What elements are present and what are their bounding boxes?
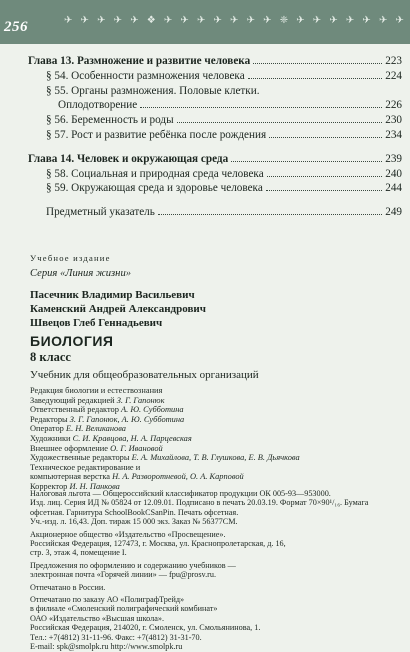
- toc-page-number: 240: [385, 167, 402, 180]
- deer-icon: ❈: [279, 15, 289, 26]
- bird-icon: ✈: [97, 15, 106, 26]
- animal-silhouette-strip: [64, 14, 404, 28]
- editorial-credits: [30, 386, 402, 492]
- credit-role: Внешнее оформление: [30, 443, 111, 453]
- toc-leader-dots: [158, 214, 382, 215]
- header-band: [0, 0, 410, 44]
- bird-icon: ✈: [213, 15, 222, 26]
- book-subtitle: Учебник для общеобразовательных организаций: [30, 369, 259, 381]
- credit-line: [30, 463, 402, 473]
- credit-line: [30, 424, 402, 434]
- toc-spacer: [28, 143, 402, 152]
- toc-page-number: 230: [385, 114, 402, 127]
- author-name: Каменский Андрей Александрович: [30, 303, 206, 315]
- toc-section-row: [28, 205, 402, 220]
- toc-title: § 56. Беременность и роды: [46, 114, 174, 127]
- book-title: БИОЛОГИЯ: [30, 333, 114, 349]
- grade: 8 класс: [30, 350, 71, 364]
- table-of-contents: [28, 54, 402, 220]
- imprint-line: стр. 3, этаж 4, помещение I.: [30, 548, 127, 558]
- credit-names: И. Н. Панкова: [69, 481, 120, 491]
- toc-title: Оплодотворение: [58, 99, 138, 112]
- credit-names: З. Г. Гапонюк: [116, 395, 165, 405]
- toc-page-number: 223: [385, 55, 402, 67]
- credit-names: А. Ю. Субботина: [121, 405, 184, 415]
- bird-icon: ✈: [163, 15, 173, 26]
- credit-role: Редакторы: [30, 414, 70, 424]
- imprint-line: Акционерное общество «Издательство «Просвещение».: [30, 529, 226, 539]
- toc-section-row: [28, 69, 402, 84]
- toc-title: Предметный указатель: [46, 206, 155, 219]
- bird-icon: ✈: [263, 15, 272, 26]
- toc-section-row: [28, 98, 402, 113]
- bird-icon: ✈: [246, 15, 255, 26]
- credit-role: Оператор: [30, 424, 66, 434]
- bird-icon: ✈: [113, 15, 123, 26]
- toc-title: § 55. Органы размножения. Половые клетки.: [46, 84, 260, 97]
- credit-line: [30, 405, 402, 415]
- credit-role: Корректор: [30, 481, 70, 491]
- credit-role: Техническое редактирование и: [30, 462, 141, 472]
- imprint-block: [30, 595, 402, 651]
- imprint-line: E-mail: spk@smolpk.ru http://www.smolpk.ru: [30, 642, 183, 652]
- credit-line: [30, 472, 402, 482]
- toc-section-row: [28, 167, 402, 182]
- credit-names: Е. А. Михайлова, Т. В. Глушкова, Е. В. Дьячкова: [131, 453, 300, 463]
- author-name: Пасечник Владимир Васильевич: [30, 289, 195, 301]
- series-name: Серия «Линия жизни»: [30, 268, 132, 279]
- toc-title: § 54. Особенности размножения человека: [46, 69, 245, 82]
- toc-chapter-row: [28, 152, 402, 167]
- toc-leader-dots: [267, 176, 383, 177]
- toc-title: § 59. Окружающая среда и здоровье человека: [46, 182, 263, 195]
- author-name: Швецов Глеб Геннадьевич: [30, 317, 163, 329]
- toc-section-row: [28, 128, 402, 143]
- imprint-block: [30, 489, 402, 527]
- toc-leader-dots: [248, 78, 383, 79]
- imprint-line: электронная почта «Горячей линии» — fpu@prosv.ru.: [30, 570, 217, 580]
- imprint-block: [30, 530, 402, 558]
- toc-page-number: 239: [385, 152, 402, 165]
- toc-leader-dots: [231, 161, 382, 162]
- bird-icon: ✈: [312, 15, 322, 26]
- imprint-block: [30, 583, 402, 592]
- authors: [30, 288, 206, 330]
- credit-role: Заведующий редакцией: [30, 395, 117, 405]
- toc-section-row: [28, 84, 402, 99]
- imprint-line: Тел.: +7(4812) 31-11-96. Факс: +7(4812) 31-31-70.: [30, 632, 202, 642]
- bird-icon: ✈: [378, 15, 388, 26]
- imprint-line: в филиале «Смоленский полиграфический комбинат»: [30, 604, 218, 614]
- fish-icon: ❖: [146, 15, 156, 26]
- toc-page-number: 226: [385, 99, 402, 112]
- imprint-line: Предложения по оформлению и содержанию учебников —: [30, 560, 236, 570]
- toc-page-number: 224: [385, 69, 402, 82]
- credit-names: С. И. Кравцова, Н. А. Парцевская: [72, 433, 192, 443]
- credit-line: [30, 415, 402, 425]
- toc-section-row: [28, 113, 402, 128]
- toc-title: § 58. Социальная и природная среда человека: [46, 167, 264, 180]
- imprint-details: [30, 489, 402, 652]
- toc-page-number: 234: [385, 128, 402, 141]
- imprint-line: Российская Федерация, 214020, г. Смоленск, ул. Смольянинова, 1.: [30, 623, 261, 633]
- toc-title: Глава 14. Человек и окружающая среда: [28, 152, 229, 165]
- imprint-line: Отпечатано в России.: [30, 582, 106, 592]
- bird-icon: ✈: [230, 15, 239, 26]
- imprint-line: Уч.-изд. л. 16,43. Доп. тираж 15 000 экз. Заказ № 56377СМ.: [30, 517, 238, 527]
- bird-icon: ✈: [130, 15, 139, 26]
- toc-page-number: 244: [385, 182, 402, 195]
- imprint-block: [30, 561, 402, 580]
- credit-role: Художники: [30, 433, 73, 443]
- bird-icon: ✈: [345, 15, 355, 26]
- bird-icon: ✈: [180, 15, 189, 26]
- credit-names: Н. А. Разворотневой, О. А. Карповой: [112, 472, 244, 482]
- toc-leader-dots: [269, 137, 382, 138]
- page-number: 256: [4, 19, 28, 35]
- credit-role: Ответственный редактор: [30, 405, 122, 415]
- credit-names: Е. Н. Великанова: [65, 424, 126, 434]
- toc-leader-dots: [140, 107, 382, 108]
- bird-icon: ✈: [362, 15, 371, 26]
- credit-names: З. Г. Гапонюк, А. Ю. Субботина: [69, 414, 185, 424]
- imprint-line: Российская Федерация, 127473, г. Москва, ул. Краснопролетарская, д. 16,: [30, 539, 286, 549]
- credit-line: [30, 396, 402, 406]
- toc-leader-dots: [266, 190, 382, 191]
- toc-leader-dots: [253, 63, 382, 64]
- credit-line: [30, 453, 402, 463]
- toc-title: Глава 13. Размножение и развитие человека: [28, 55, 251, 67]
- imprint-line: Отпечатано по заказу АО «ПолиграфТрейд»: [30, 595, 185, 605]
- bird-icon: ✈: [329, 15, 338, 26]
- bird-icon: ✈: [296, 15, 305, 26]
- toc-page-number: 249: [385, 206, 402, 219]
- credit-role: Редакция биологии и естествознания: [30, 386, 163, 395]
- credit-line: [30, 434, 402, 444]
- imprint-line: Налоговая льгота — Общероссийский классификатор продукции ОК 005-93—953000.: [30, 489, 331, 498]
- toc-chapter-row: [28, 54, 402, 69]
- credit-line: [30, 386, 402, 396]
- toc-spacer: [28, 196, 402, 205]
- bird-icon: ✈: [395, 15, 404, 26]
- bird-icon: ✈: [80, 15, 89, 26]
- credit-role: компьютерная верстка: [30, 472, 113, 482]
- toc-section-row: [28, 181, 402, 196]
- imprint-line: Изд. лиц. Серия ИД № 05824 от 12.09.01. Подписано в печать 20.03.19. Формат 70×90¹/₁₆. Бумага офсетная. Гарнитура SchoolBookCSanPin. Печать офсетная.: [30, 498, 369, 517]
- edition-label: Учебное издание: [30, 253, 111, 263]
- toc-leader-dots: [177, 122, 383, 123]
- imprint-line: ОАО «Издательство «Высшая школа».: [30, 613, 164, 623]
- credit-role: Художественные редакторы: [30, 453, 132, 463]
- credit-line: [30, 444, 402, 454]
- bird-icon: ✈: [196, 15, 206, 26]
- credit-names: О. Г. Ивановой: [110, 443, 163, 453]
- toc-title: § 57. Рост и развитие ребёнка после рождения: [46, 128, 267, 141]
- bird-icon: ✈: [64, 15, 73, 26]
